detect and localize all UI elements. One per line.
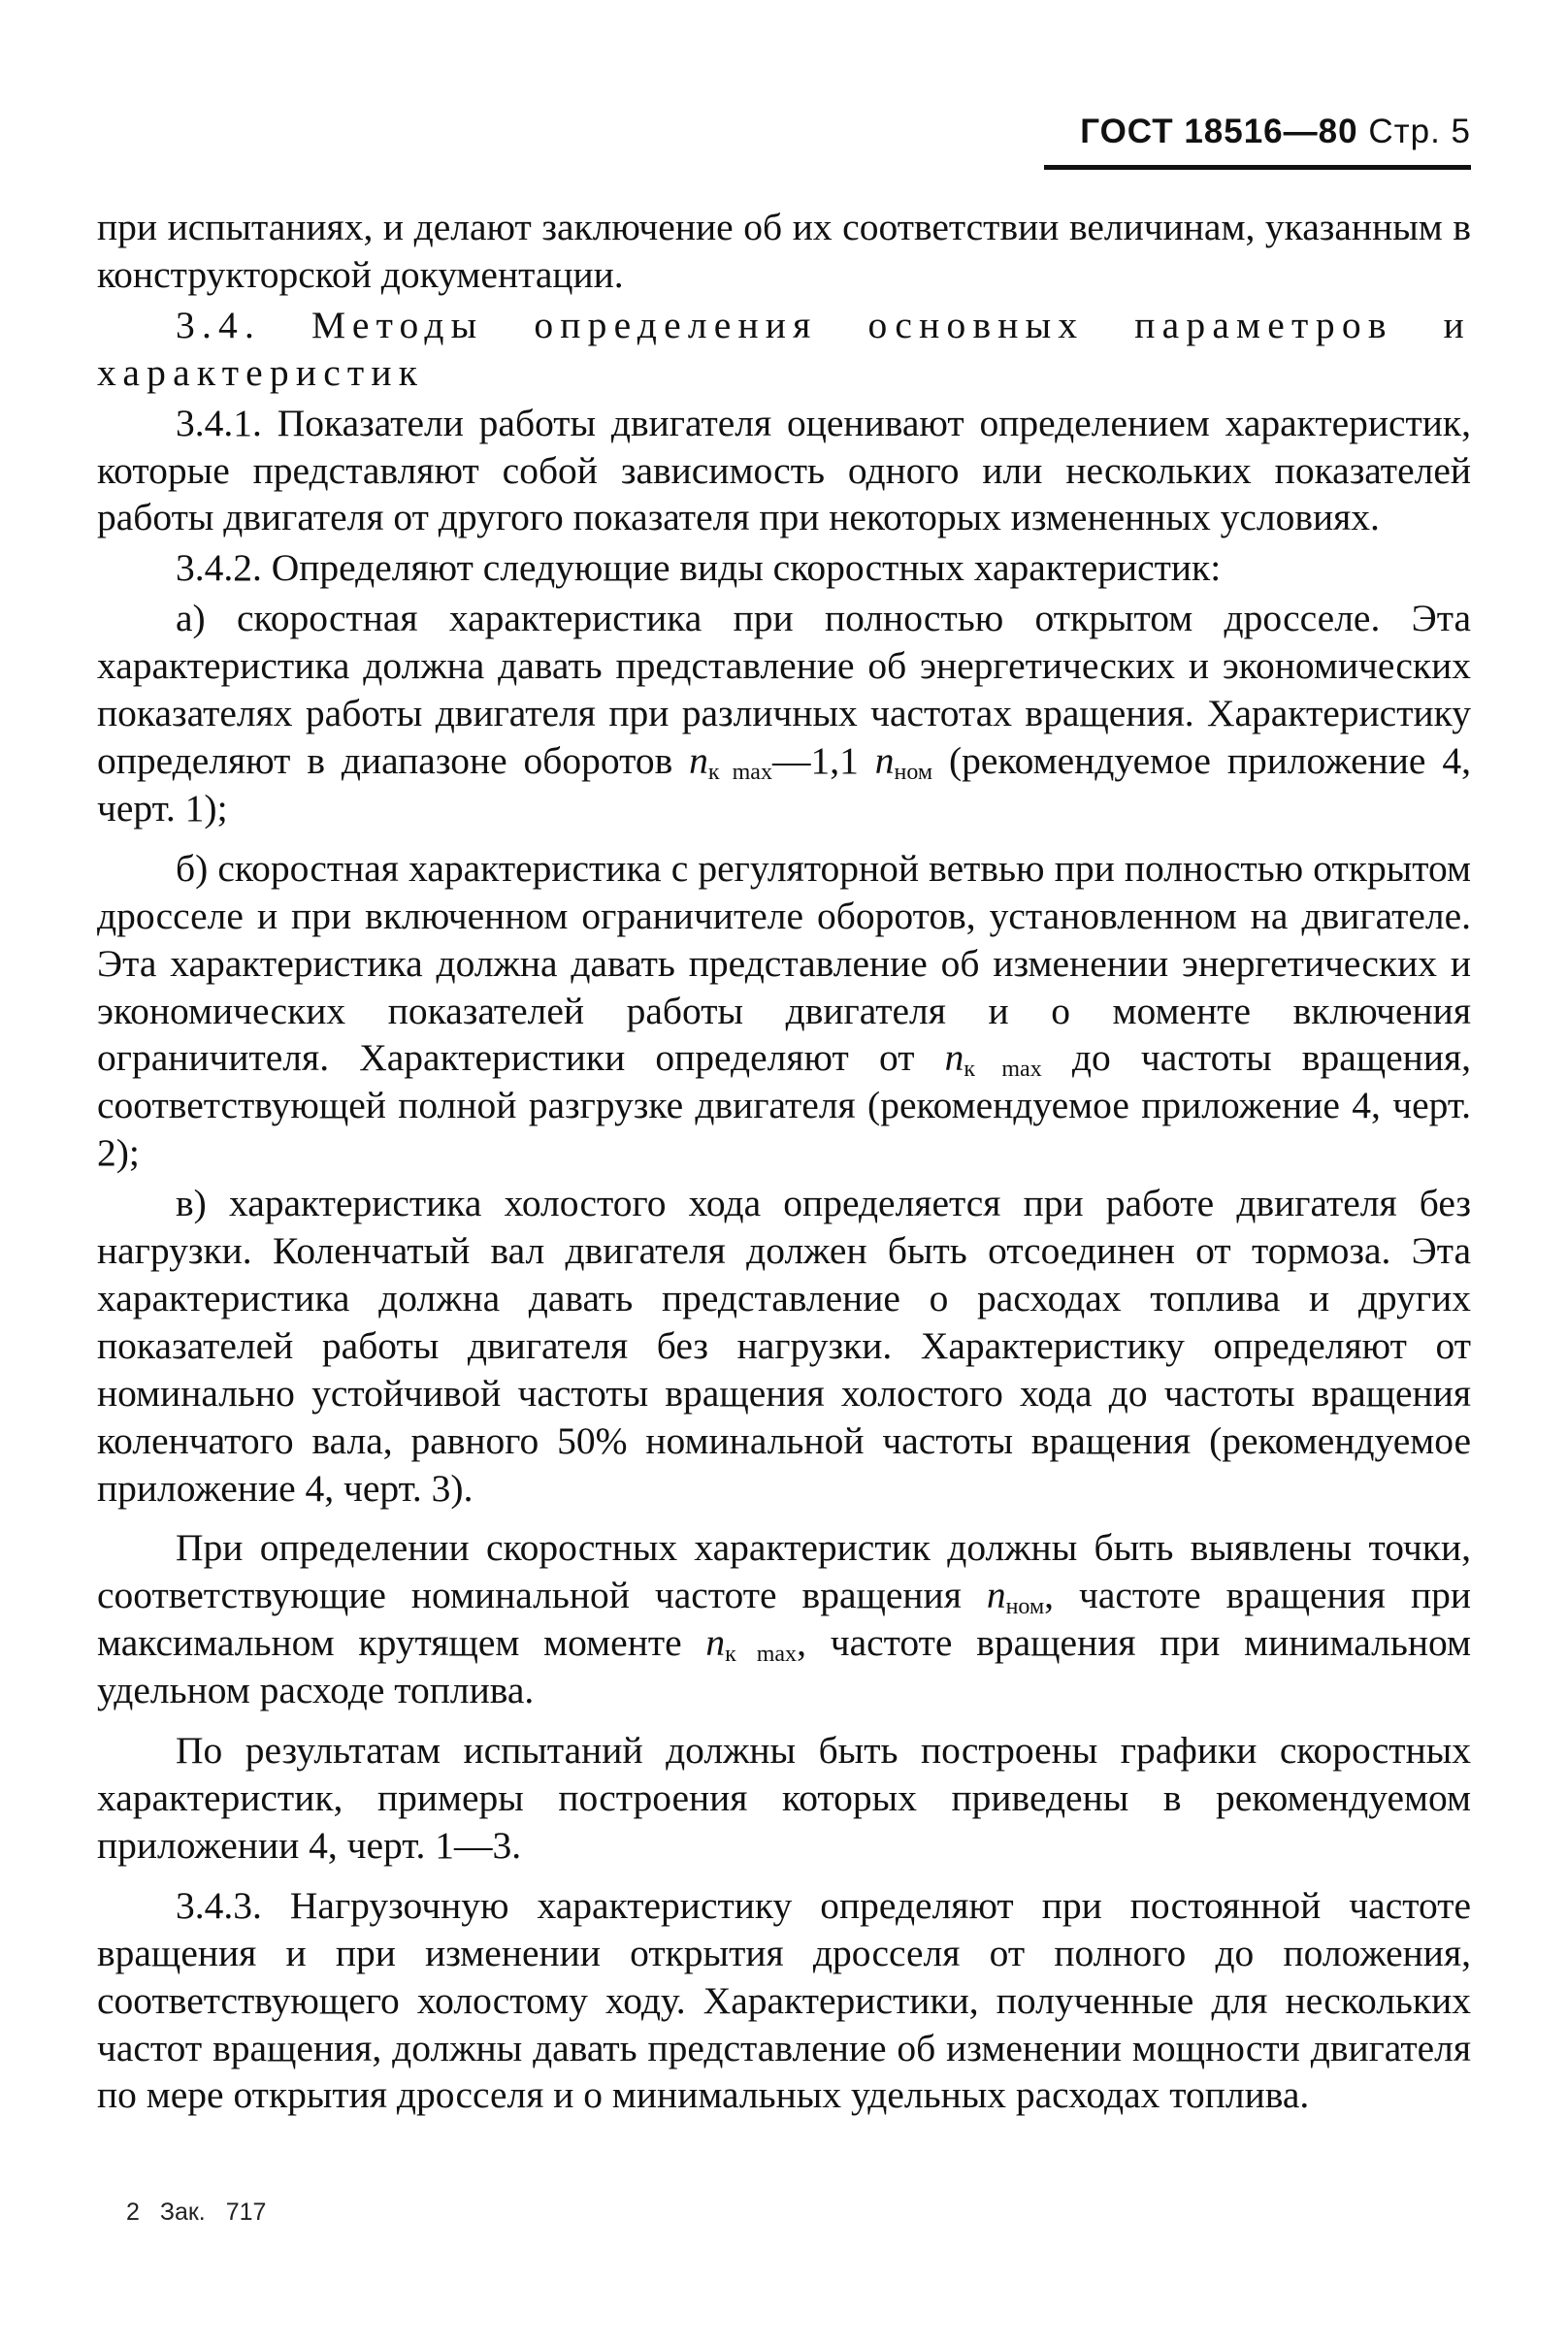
paragraph: По результатам испытаний должны быть построены графики скоростных характеристик, примеры построения которых приведены в рекомендуемом приложении 4, черт. 1—3. — [97, 1729, 1471, 1867]
page-number: Стр. 5 — [1368, 113, 1471, 150]
page-footer — [126, 2198, 266, 2227]
paragraph: при испытаниях, и делают заключение об их соответствии величинам, указанным в конструкторской документации. — [97, 206, 1471, 296]
list-item-v: в) характеристика холостого хода определяется при работе двигателя без нагрузки. Коленчатый вал двигателя должен быть отсоединен от тормоза. Эта характеристика должна давать представление о расходах топлива и других показателей работы двигателя без нагрузки. Характеристику определяют от номинально устойчивой частоты вращения холостого хода до частоты вращения коленчатого вала, равного 50% номинальной частоты вращения (рекомендуемое приложение 4, черт. 3). — [97, 1182, 1471, 1510]
page-header — [1044, 109, 1471, 170]
paragraph: При определении скоростных характеристик должны быть выявлены точки, соответствующие номинальной частоте вращения $n_{ном}$, частоте вращения при максимальном крутящем моменте $n_{к max}$, частоте вращения при минимальном удельном расходе топлива. — [97, 1526, 1471, 1712]
order-number: Зак. 717 — [159, 2198, 267, 2226]
sheet-number: 2 — [126, 2198, 140, 2226]
section-heading: 3.4. Методы определения основных параметров и характеристик — [97, 303, 1471, 394]
list-item-a: а) скоростная характеристика при полностью открытом дросселе. Эта характеристика должна давать представление об энергетических и экономических показателях работы двигателя при различных частотах вращения. Характеристику определяют в диапазоне оборотов $n_{к max}—1,1$ $n_{ном}$ (рекомендуемое приложение 4, черт. 1); — [97, 597, 1471, 830]
paragraph: 3.4.1. Показатели работы двигателя оценивают определением характеристик, которые представляют собой зависимость одного или нескольких показателей работы двигателя от другого показателя при некоторых измененных условиях. — [97, 401, 1471, 539]
paragraph: 3.4.2. Определяют следующие виды скоростных характеристик: — [176, 546, 1222, 590]
body-text — [97, 204, 1471, 2119]
list-item-b: б) скоростная характеристика с регуляторной ветвью при полностью открытом дросселе и при включенном ограничителе оборотов, установленном на двигателе. Эта характеристика должна давать представление об изменении энергетических и экономических показателей работы двигателя и о моменте включения ограничителя. Характеристики определяют от $n_{к max}$ до частоты вращения, соответствующей полной разгрузке двигателя (рекомендуемое приложение 4, черт. 2); — [97, 846, 1472, 1175]
paragraph: 3.4.3. Нагрузочную характеристику определяют при постоянной частоте вращения и при изменении открытия дросселя от полного до положения, соответствующего холостому ходу. Характеристики, полученные для нескольких частот вращения, должны давать представление об изменении мощности двигателя по мере открытия дросселя и о минимальных удельных расходах топлива. — [97, 1883, 1471, 2117]
standard-number: ГОСТ 18516—80 — [1080, 113, 1358, 150]
document-page — [97, 0, 1471, 2345]
